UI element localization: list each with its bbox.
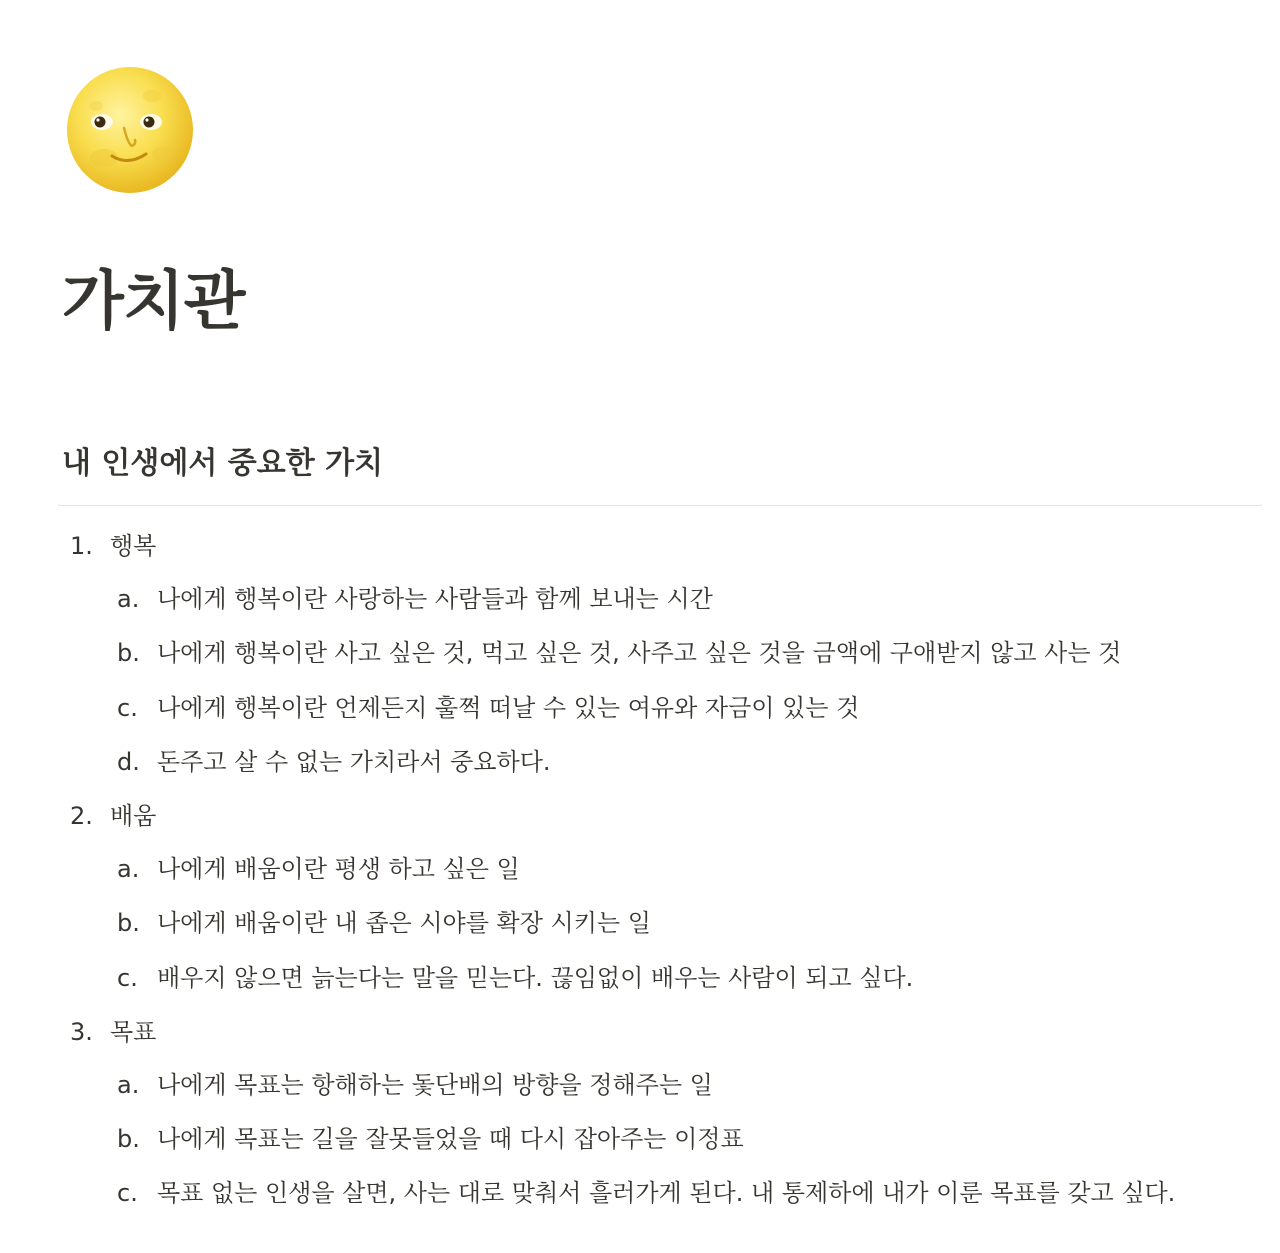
sub-list-letter: a. [117,855,140,883]
list-item-label: 배움 [110,802,157,830]
sub-list-item-text: 나에게 행복이란 언제든지 훌쩍 떠날 수 있는 여유와 자금이 있는 것 [157,694,860,722]
list-number: 3. [70,1018,93,1046]
sub-list-item[interactable] [117,1119,744,1159]
sub-list-item-text: 배우지 않으면 늙는다는 말을 믿는다. 끊임없이 배우는 사람이 되고 싶다. [157,964,914,992]
sub-list-item-text: 나에게 배움이란 내 좁은 시야를 확장 시키는 일 [157,909,651,937]
page-title[interactable]: 가치관 [62,265,245,339]
sub-list-item-text: 나에게 목표는 길을 잘못들었을 때 다시 잡아주는 이정표 [157,1125,744,1153]
sub-list-item-text: 나에게 행복이란 사랑하는 사람들과 함께 보내는 시간 [157,585,713,613]
sub-list-letter: d. [117,748,140,776]
list-item-label: 목표 [110,1018,157,1046]
list-item-label: 행복 [110,532,157,560]
list-number: 2. [70,802,93,830]
sub-list-letter: b. [117,909,140,937]
sub-list-item[interactable] [117,742,551,782]
list-item[interactable] [70,796,156,836]
sub-list-letter: c. [117,1179,138,1207]
sub-list-item[interactable] [117,579,713,619]
sub-list-letter: a. [117,1071,140,1099]
sub-list-item[interactable] [117,849,520,889]
sub-list-letter: b. [117,639,140,667]
sub-list-item-text: 나에게 행복이란 사고 싶은 것, 먹고 싶은 것, 사주고 싶은 것을 금액에 구애받지 않고 사는 것 [157,639,1122,667]
section-heading[interactable]: 내 인생에서 중요한 가치 [62,446,384,481]
sub-list-item[interactable] [117,903,651,943]
sub-list-letter: c. [117,964,138,992]
sub-list-item-text: 나에게 목표는 항해하는 돛단배의 방향을 정해주는 일 [157,1071,713,1099]
sub-list-item[interactable] [117,1173,1175,1213]
list-number: 1. [70,532,93,560]
list-item[interactable] [70,526,156,566]
sub-list-letter: c. [117,694,138,722]
sub-list-item-text: 나에게 배움이란 평생 하고 싶은 일 [157,855,520,883]
list-item[interactable] [70,1012,156,1052]
sub-list-letter: a. [117,585,140,613]
sub-list-item[interactable] [117,688,859,728]
sub-list-item-text: 목표 없는 인생을 살면, 사는 대로 맞춰서 흘러가게 된다. 내 통제하에 내가 이룬 목표를 갖고 싶다. [157,1179,1176,1207]
sub-list-item-text: 돈주고 살 수 없는 가치라서 중요하다. [157,748,551,776]
sub-list-item[interactable] [117,633,1121,673]
sub-list-item[interactable] [117,958,913,998]
sub-list-letter: b. [117,1125,140,1153]
sub-list-item[interactable] [117,1065,713,1105]
